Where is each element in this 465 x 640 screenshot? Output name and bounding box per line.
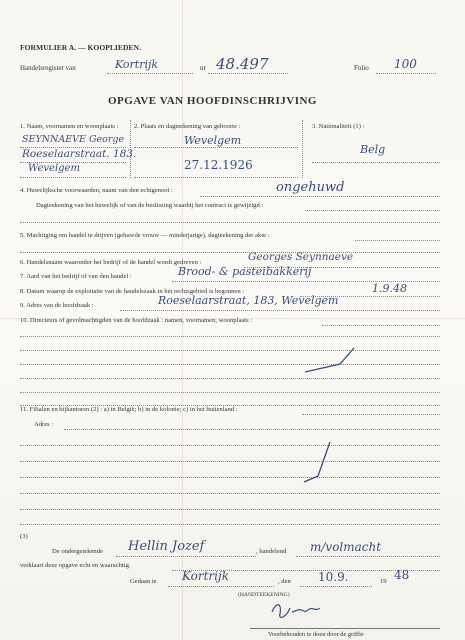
gedaan-rule [168, 586, 274, 587]
section5-rule [355, 240, 440, 241]
section8-value: 1.9.48 [372, 282, 407, 295]
handelend-label: , handelend [256, 548, 287, 555]
column-divider-2 [302, 120, 303, 178]
section11-strike-mark [298, 436, 338, 490]
section10-rule-4 [20, 378, 440, 379]
folio-line [376, 73, 436, 74]
handwritten-signature [268, 598, 324, 624]
section5-label: 5. Machtiging om handel te drijven (gehuwde vrouw — minderjarige), dagteekening der akte : [20, 232, 270, 239]
section1-line-1: SEYNNAEVE George [22, 134, 125, 145]
section9-value: Roeselaarstraat, 183, Wevelgem [158, 294, 339, 307]
section1-rule-3 [20, 177, 126, 178]
section4-sublabel: Dagteekening van het huwelijk of van de beslissing waarbij het contract is gewijzigd : [36, 202, 264, 209]
bottom-rule [250, 628, 440, 629]
section1-line-3: Wevelgem [28, 163, 80, 174]
section10-rule-5 [20, 392, 440, 393]
section1-label: 1. Naam, voornamen en woonplaats : [20, 123, 119, 130]
nr-line [208, 73, 288, 74]
handelend-rule [296, 556, 440, 557]
year-prefix: 19 [380, 578, 387, 585]
nr-label: nr [200, 64, 206, 72]
section7-value: Brood- & pasteibakkerij [178, 265, 312, 278]
section4-blank-1 [20, 222, 440, 223]
handelsregister-line [107, 73, 193, 74]
section2-line-1: Wevelgem [184, 134, 242, 147]
section1-line-2: Roeselaarstraat. 183. [22, 148, 137, 160]
section11-rule-1 [64, 429, 440, 430]
handelsregister-value: Kortrijk [115, 58, 159, 71]
section4-value: ongehuwd [276, 180, 345, 195]
handelsregister-label: Handelsregister van [20, 64, 76, 72]
section2-rule-1 [134, 147, 298, 148]
section3-label: 3. Nationaliteit (1) : [312, 123, 365, 130]
section4-subrule [305, 210, 440, 211]
nr-value: 48.497 [216, 55, 269, 73]
section11-rule-7 [20, 524, 440, 525]
ondergetekende-rule [116, 556, 256, 557]
verklaart-text: verklaart deze opgave echt en waarachtig. [20, 562, 131, 569]
year-value: 48 [394, 568, 410, 582]
section8-label: 8. Datum waarop de exploitatie van de handelszaak in het rechtsgebied is begonnen : [20, 288, 245, 295]
formulier-heading: FORMULIER A. — KOOPLIEDEN. [20, 43, 141, 52]
den-label: , den [278, 578, 291, 585]
section11-rule-4 [20, 477, 440, 478]
section6-value: Georges Seynnaeve [248, 251, 354, 263]
section11-rule-2 [20, 445, 440, 446]
section2-label: 2. Plaats en dagteekening van geboorte : [134, 123, 241, 130]
section7-label: 7. Aard van het bedrijf of van den handel : [20, 273, 132, 280]
section11-rule-5 [20, 493, 440, 494]
section10-rule-2 [20, 350, 440, 351]
ondergetekende-value: Hellin Jozef [128, 539, 205, 554]
bottom-note: Voorbehouden te doen door de griffie [268, 631, 364, 638]
section9-rule [120, 310, 440, 311]
section11-label: 11. Filialen en bijkantoren (2) : a) in België; b) in de kolonie; c) in het buitenland : [20, 406, 238, 413]
section10-rule-0 [322, 325, 440, 326]
gedaan-value: Kortrijk [182, 569, 229, 583]
date-rule [300, 586, 372, 587]
section4-label: 4. Huwelijksche voorwaarden, naam van den echtgenoot : [20, 187, 173, 194]
handelend-value: m/volmacht [310, 540, 382, 554]
section6-label: 6. Handelsnaam waaronder het bedrijf of de handel wordt gedreven : [20, 259, 202, 266]
section10-strike-mark [300, 342, 360, 382]
section5-blank-1 [20, 252, 440, 253]
section10-rule-3 [20, 364, 440, 365]
section2-line-2: 27.12.1926 [184, 158, 253, 172]
section3-value: Belg [360, 143, 386, 156]
section10-rule-1 [20, 336, 440, 337]
folio-label: Folio [354, 64, 369, 72]
section11-adres-label: Adres : [34, 421, 54, 428]
section9-label: 9. Adres van de hoofdzaak : [20, 302, 94, 309]
handteekening-label: (HANDTEEKENING) [238, 592, 290, 598]
ondergetekende-label: De ondergetekende [52, 548, 103, 555]
document-title: OPGAVE VAN HOOFDINSCHRIJVING [108, 95, 317, 107]
date-value: 10.9. [318, 570, 349, 584]
section3-rule [312, 162, 440, 163]
gedaan-label: Gedaan te [130, 578, 157, 585]
section11-rule-6 [20, 509, 440, 510]
section4-rule [200, 196, 440, 197]
footer-note-marker: (3) [20, 533, 28, 540]
section10-label: 10. Directeurs of gevolmachtigden van de hoofdzaak : namen, voornamen, woonplaats : [20, 317, 253, 324]
section2-rule-2 [134, 177, 298, 178]
section11-rule-0 [302, 414, 440, 415]
folio-value: 100 [394, 57, 417, 71]
section11-rule-3 [20, 461, 440, 462]
